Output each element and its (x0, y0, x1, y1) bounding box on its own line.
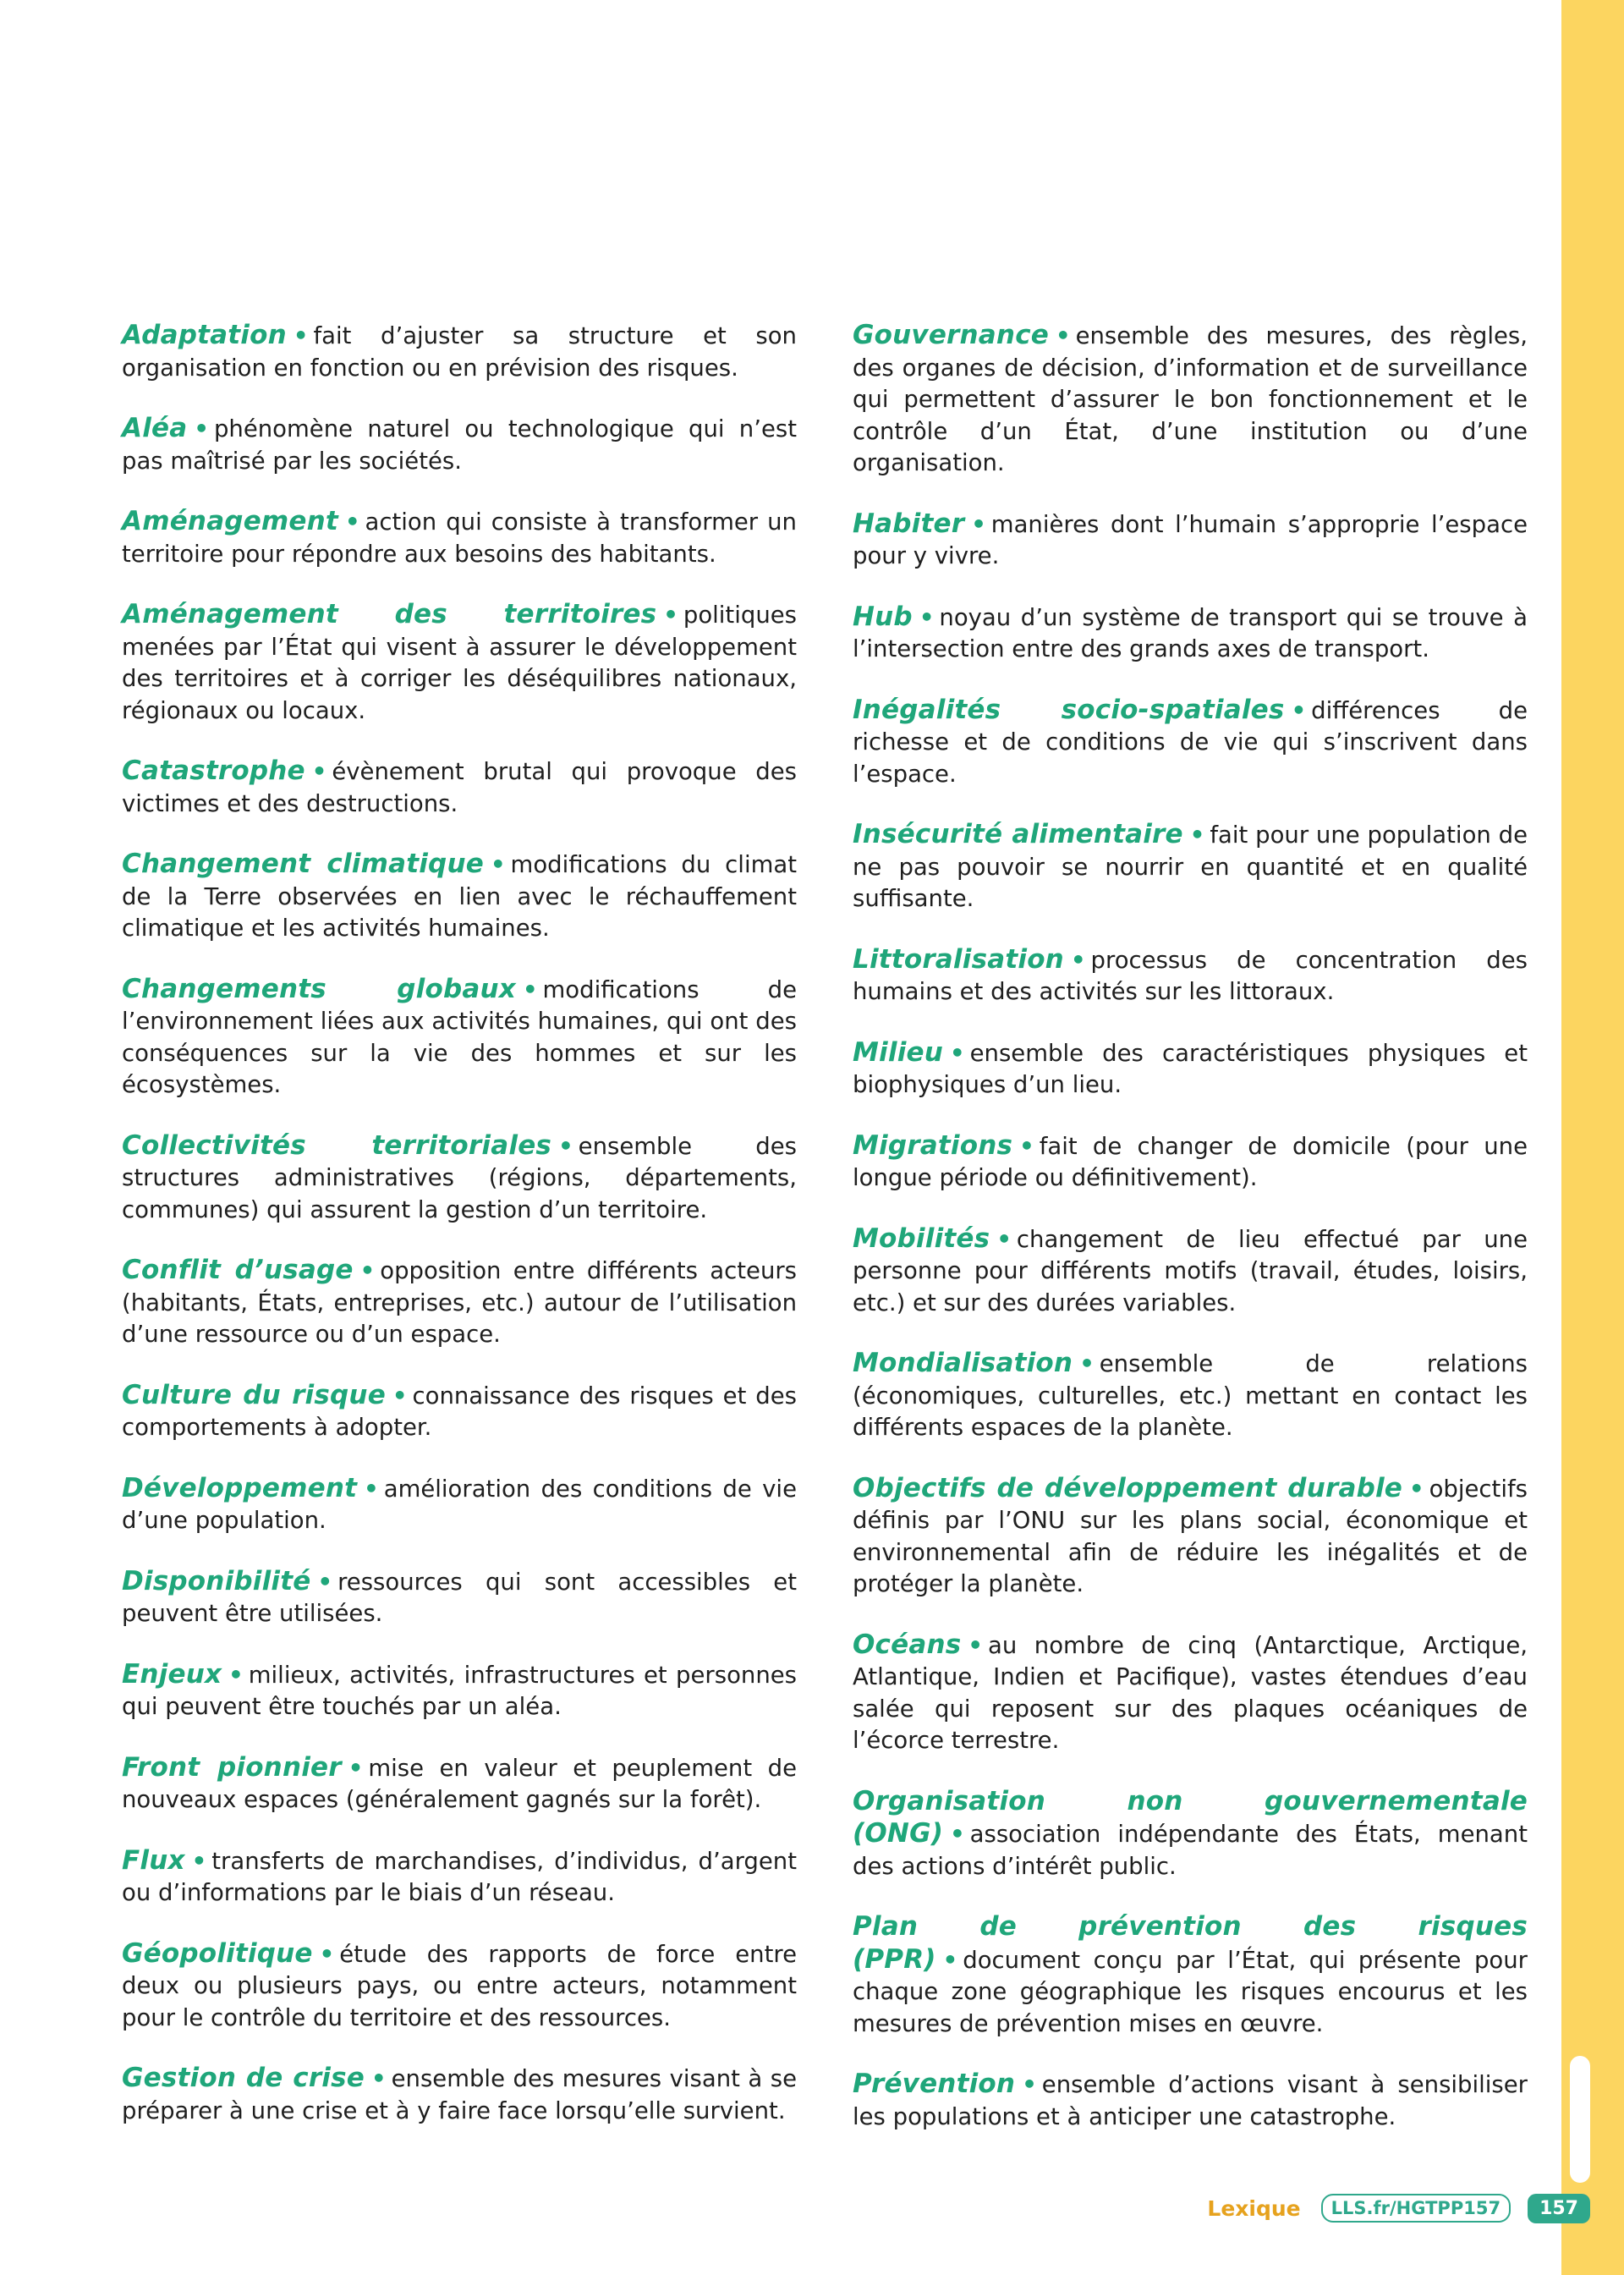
glossary-definition: association indépendante des États, menant des actions d’intérêt public. (853, 1821, 1528, 1880)
glossary-definition: ensemble des mesures, des règles, des organes de décision, d’information et de surveillance qui permettent d’assurer le bon fonctionnement et le contrôle d’un État, d’une institution ou d’une organisation. (853, 322, 1528, 476)
bullet-separator: • (942, 1946, 958, 1974)
bullet-separator: • (663, 602, 678, 629)
glossary-definition: modifications de l’environnement liées aux activités humaines, qui ont des conséquences sur la vie des hommes et sur les écosystèmes. (122, 975, 797, 1098)
glossary-term: Objectifs de développement durable (853, 1472, 1403, 1503)
glossary-term: Gestion de crise (122, 2063, 365, 2093)
bullet-separator: • (1189, 822, 1205, 849)
glossary-entry-mondialisation (853, 1348, 1528, 1444)
glossary-entry-disponibilite (122, 1566, 797, 1630)
glossary-term: Disponibilité (122, 1565, 311, 1596)
glossary-definition: processus de concentration des humains et des activités sur les littoraux. (853, 946, 1528, 1005)
glossary-term: Géopolitique (122, 1937, 313, 1969)
glossary-definition: ensemble de relations (économiques, culturelles, etc.) mettant en contact les différents espaces de la planète. (853, 1350, 1528, 1441)
glossary-definition: étude des rapports de force entre deux ou plusieurs pays, ou entre acteurs, notamment pour le contrôle du territoire et des ressources. (122, 1940, 797, 2031)
bullet-separator: • (1022, 2071, 1037, 2098)
glossary-term: Flux (122, 1844, 185, 1876)
bullet-separator: • (919, 603, 935, 631)
bullet-separator: • (1056, 322, 1071, 349)
glossary-definition: différences de richesse et de conditions de vie qui s’inscrivent dans l’espace. (853, 696, 1528, 788)
glossary-definition: fait d’ajuster sa structure et son organisation en fonction ou en prévision des risques. (122, 322, 797, 382)
glossary-term: Habiter (853, 508, 965, 539)
glossary-entry-oceans (853, 1629, 1528, 1757)
glossary-definition: connaissance des risques et des comportements à adopter. (122, 1382, 797, 1441)
glossary-definition: fait de changer de domicile (pour une longue période ou définitivement). (853, 1132, 1528, 1191)
glossary-definition: ensemble des caractéristiques physiques et biophysiques d’un lieu. (853, 1039, 1528, 1098)
glossary-entry-migrations (853, 1130, 1528, 1195)
bullet-separator: • (371, 2065, 387, 2092)
glossary-entry-organisation-non-gouvernementale-ong (853, 1786, 1528, 1883)
glossary-entry-milieu (853, 1037, 1528, 1102)
bullet-separator: • (558, 1132, 573, 1160)
bullet-separator: • (364, 1475, 379, 1503)
bullet-separator: • (1079, 1350, 1095, 1377)
bullet-separator: • (996, 1225, 1012, 1253)
glossary-definition: ensemble des structures administratives (régions, départements, communes) qui assurent la gestion d’un territoire. (122, 1132, 797, 1223)
glossary-term: Changements globaux (122, 973, 516, 1004)
bullet-separator: • (971, 510, 986, 538)
lls-link[interactable]: LLS.fr/HGTPP157 (1321, 2194, 1511, 2223)
glossary-entry-alea (122, 413, 797, 477)
glossary-term: Aménagement des territoires (122, 599, 657, 629)
glossary-entry-hub (853, 602, 1528, 666)
glossary-term: Front pionnier (122, 1751, 342, 1783)
glossary-definition: transferts de marchandises, d’individus, d’argent ou d’informations par le biais d’un réseau. (122, 1847, 797, 1906)
glossary-term: Conflit d’usage (122, 1255, 354, 1285)
glossary-term: Développement (122, 1472, 358, 1503)
page-number: 157 (1528, 2194, 1590, 2223)
glossary-term: Insécurité alimentaire (853, 819, 1183, 849)
bullet-separator: • (1070, 946, 1086, 974)
glossary-definition: document conçu par l’État, qui présente pour chaque zone géographique les risques encourus et les mesures de prévention mises en œuvre. (853, 1946, 1528, 2037)
glossary-definition: modifications du climat de la Terre observées en lien avec le réchauffement climatique et les activités humaines. (122, 851, 798, 942)
bullet-separator: • (191, 1847, 207, 1875)
glossary-entry-mobilites (853, 1223, 1528, 1320)
glossary-definition: changement de lieu effectué par une personne pour différents motifs (travail, études, loisirs, etc.) et sur des durées variables. (853, 1225, 1528, 1316)
glossary-entry-front-pionnier (122, 1752, 797, 1816)
bullet-separator: • (490, 851, 506, 878)
glossary-term: Plan de prévention des risques (PPR) (853, 1911, 1528, 1975)
glossary-entry-gestion-de-crise (122, 2063, 797, 2127)
side-color-band (1561, 0, 1624, 2275)
bullet-separator: • (359, 1257, 376, 1284)
bullet-separator: • (1019, 1132, 1034, 1160)
glossary-term: Organisation non gouvernementale (ONG) (853, 1785, 1528, 1849)
glossary-definition: objectifs définis par l’ONU sur les plans social, économique et environnemental afin de réduire les inégalités et de protéger la planète. (853, 1475, 1528, 1597)
glossary-definition: action qui consiste à transformer un territoire pour répondre aux besoins des habitants. (122, 508, 797, 568)
bullet-separator: • (522, 975, 538, 1003)
glossary-right-column (853, 320, 1528, 2162)
glossary-entry-geopolitique (122, 1938, 797, 2035)
glossary-entry-catastrophe (122, 756, 797, 820)
glossary-entry-collectivites-territoriales (122, 1130, 797, 1227)
glossary-definition: phénomène naturel ou technologique qui n’est pas maîtrisé par les sociétés. (122, 415, 797, 475)
glossary-entry-littoralisation (853, 944, 1528, 1008)
glossary-entry-plan-de-prevention-des-risques-ppr (853, 1911, 1528, 2040)
glossary-entry-amenagement (122, 506, 797, 570)
glossary-entry-changement-climatique (122, 849, 797, 945)
glossary-entry-adaptation (122, 320, 797, 384)
glossary-term: Océans (853, 1629, 962, 1660)
glossary-term: Aléa (122, 413, 188, 443)
glossary-definition: ressources qui sont accessibles et peuvent être utilisées. (122, 1568, 797, 1627)
glossary-term: Mondialisation (853, 1348, 1073, 1378)
section-label: Lexique (1207, 2195, 1301, 2221)
glossary-term: Hub (853, 601, 913, 632)
glossary-definition: politiques menées par l’État qui visent à assurer le développement des territoires et à corriger les déséquilibres nationaux, régionaux ou locaux. (122, 602, 797, 724)
glossary-definition: noyau d’un système de transport qui se trouve à l’intersection entre des grands axes de transport. (853, 603, 1528, 662)
bullet-separator: • (392, 1382, 408, 1410)
glossary-term: Prévention (853, 2069, 1016, 2099)
glossary-entry-conflit-d-usage (122, 1255, 797, 1351)
bullet-separator: • (950, 1821, 965, 1848)
glossary-entry-culture-du-risque (122, 1380, 797, 1444)
glossary-term: Milieu (853, 1036, 944, 1068)
glossary-term: Gouvernance (853, 320, 1049, 350)
glossary-term: Catastrophe (122, 756, 305, 786)
glossary-definition: manières dont l’humain s’approprie l’espace pour y vivre. (853, 510, 1528, 569)
glossary-entry-prevention (853, 2069, 1528, 2133)
glossary-definition: évènement brutal qui provoque des victimes et des destructions. (122, 758, 797, 817)
glossary-term: Enjeux (122, 1658, 222, 1690)
glossary-term: Mobilités (853, 1223, 990, 1254)
bullet-separator: • (348, 1754, 364, 1782)
glossary-definition: au nombre de cinq (Antarctique, Arctique, Atlantique, Indien et Pacifique), vastes étendues d’eau salée qui reposent sur des plaques océaniques de l’écorce terrestre. (853, 1631, 1528, 1754)
glossary-entry-gouvernance (853, 320, 1528, 480)
bullet-separator: • (194, 415, 209, 442)
glossary-definition: opposition entre différents acteurs (habitants, États, entreprises, etc.) autour de l’utilisation d’une ressource ou d’un espace. (122, 1257, 798, 1348)
glossary-term: Collectivités territoriales (122, 1129, 552, 1161)
glossary-entry-changements-globaux (122, 974, 797, 1102)
bullet-separator: • (293, 322, 309, 349)
glossary-entry-inegalites-socio-spatiales (853, 695, 1528, 791)
bullet-separator: • (1291, 696, 1307, 724)
glossary-term: Adaptation (122, 320, 287, 350)
bullet-separator: • (228, 1661, 244, 1689)
bullet-separator: • (311, 758, 327, 785)
glossary-definition: ensemble d’actions visant à sensibiliser les populations et à anticiper une catastrophe. (853, 2071, 1528, 2130)
bullet-separator: • (317, 1568, 333, 1596)
glossary-definition: fait pour une population de ne pas pouvoir se nourrir en quantité et en qualité suffisante. (853, 822, 1528, 912)
bullet-separator: • (1409, 1475, 1424, 1503)
glossary-entry-habiter (853, 508, 1528, 573)
glossary-entry-insecurite-alimentaire (853, 819, 1528, 915)
glossary-term: Aménagement (122, 506, 338, 536)
glossary-definition: milieux, activités, infrastructures et personnes qui peuvent être touchés par un aléa. (122, 1661, 797, 1720)
bullet-separator: • (968, 1631, 983, 1659)
glossary-term: Littoralisation (853, 943, 1064, 975)
glossary-term: Culture du risque (122, 1379, 386, 1410)
glossary-entry-developpement (122, 1473, 797, 1537)
glossary-definition: amélioration des conditions de vie d’une population. (122, 1475, 797, 1534)
glossary-entry-enjeux (122, 1659, 797, 1723)
side-band-notch (1570, 2056, 1590, 2183)
glossary-entry-objectifs-de-developpement-durable (853, 1473, 1528, 1601)
glossary-term: Inégalités socio-spatiales (853, 694, 1285, 725)
glossary-definition: mise en valeur et peuplement de nouveaux espaces (généralement gagnés sur la forêt). (122, 1754, 797, 1813)
glossary-left-column (122, 320, 797, 2156)
glossary-term: Changement climatique (122, 849, 484, 879)
page-footer (1207, 2191, 1590, 2225)
bullet-separator: • (344, 508, 360, 536)
bullet-separator: • (319, 1940, 335, 1968)
glossary-entry-amenagement-des-territoires (122, 599, 797, 727)
glossary-definition: ensemble des mesures visant à se préparer à une crise et à y faire face lorsqu’elle survient. (122, 2065, 798, 2124)
glossary-term: Migrations (853, 1129, 1013, 1161)
glossary-entry-flux (122, 1845, 797, 1910)
bullet-separator: • (950, 1039, 965, 1067)
